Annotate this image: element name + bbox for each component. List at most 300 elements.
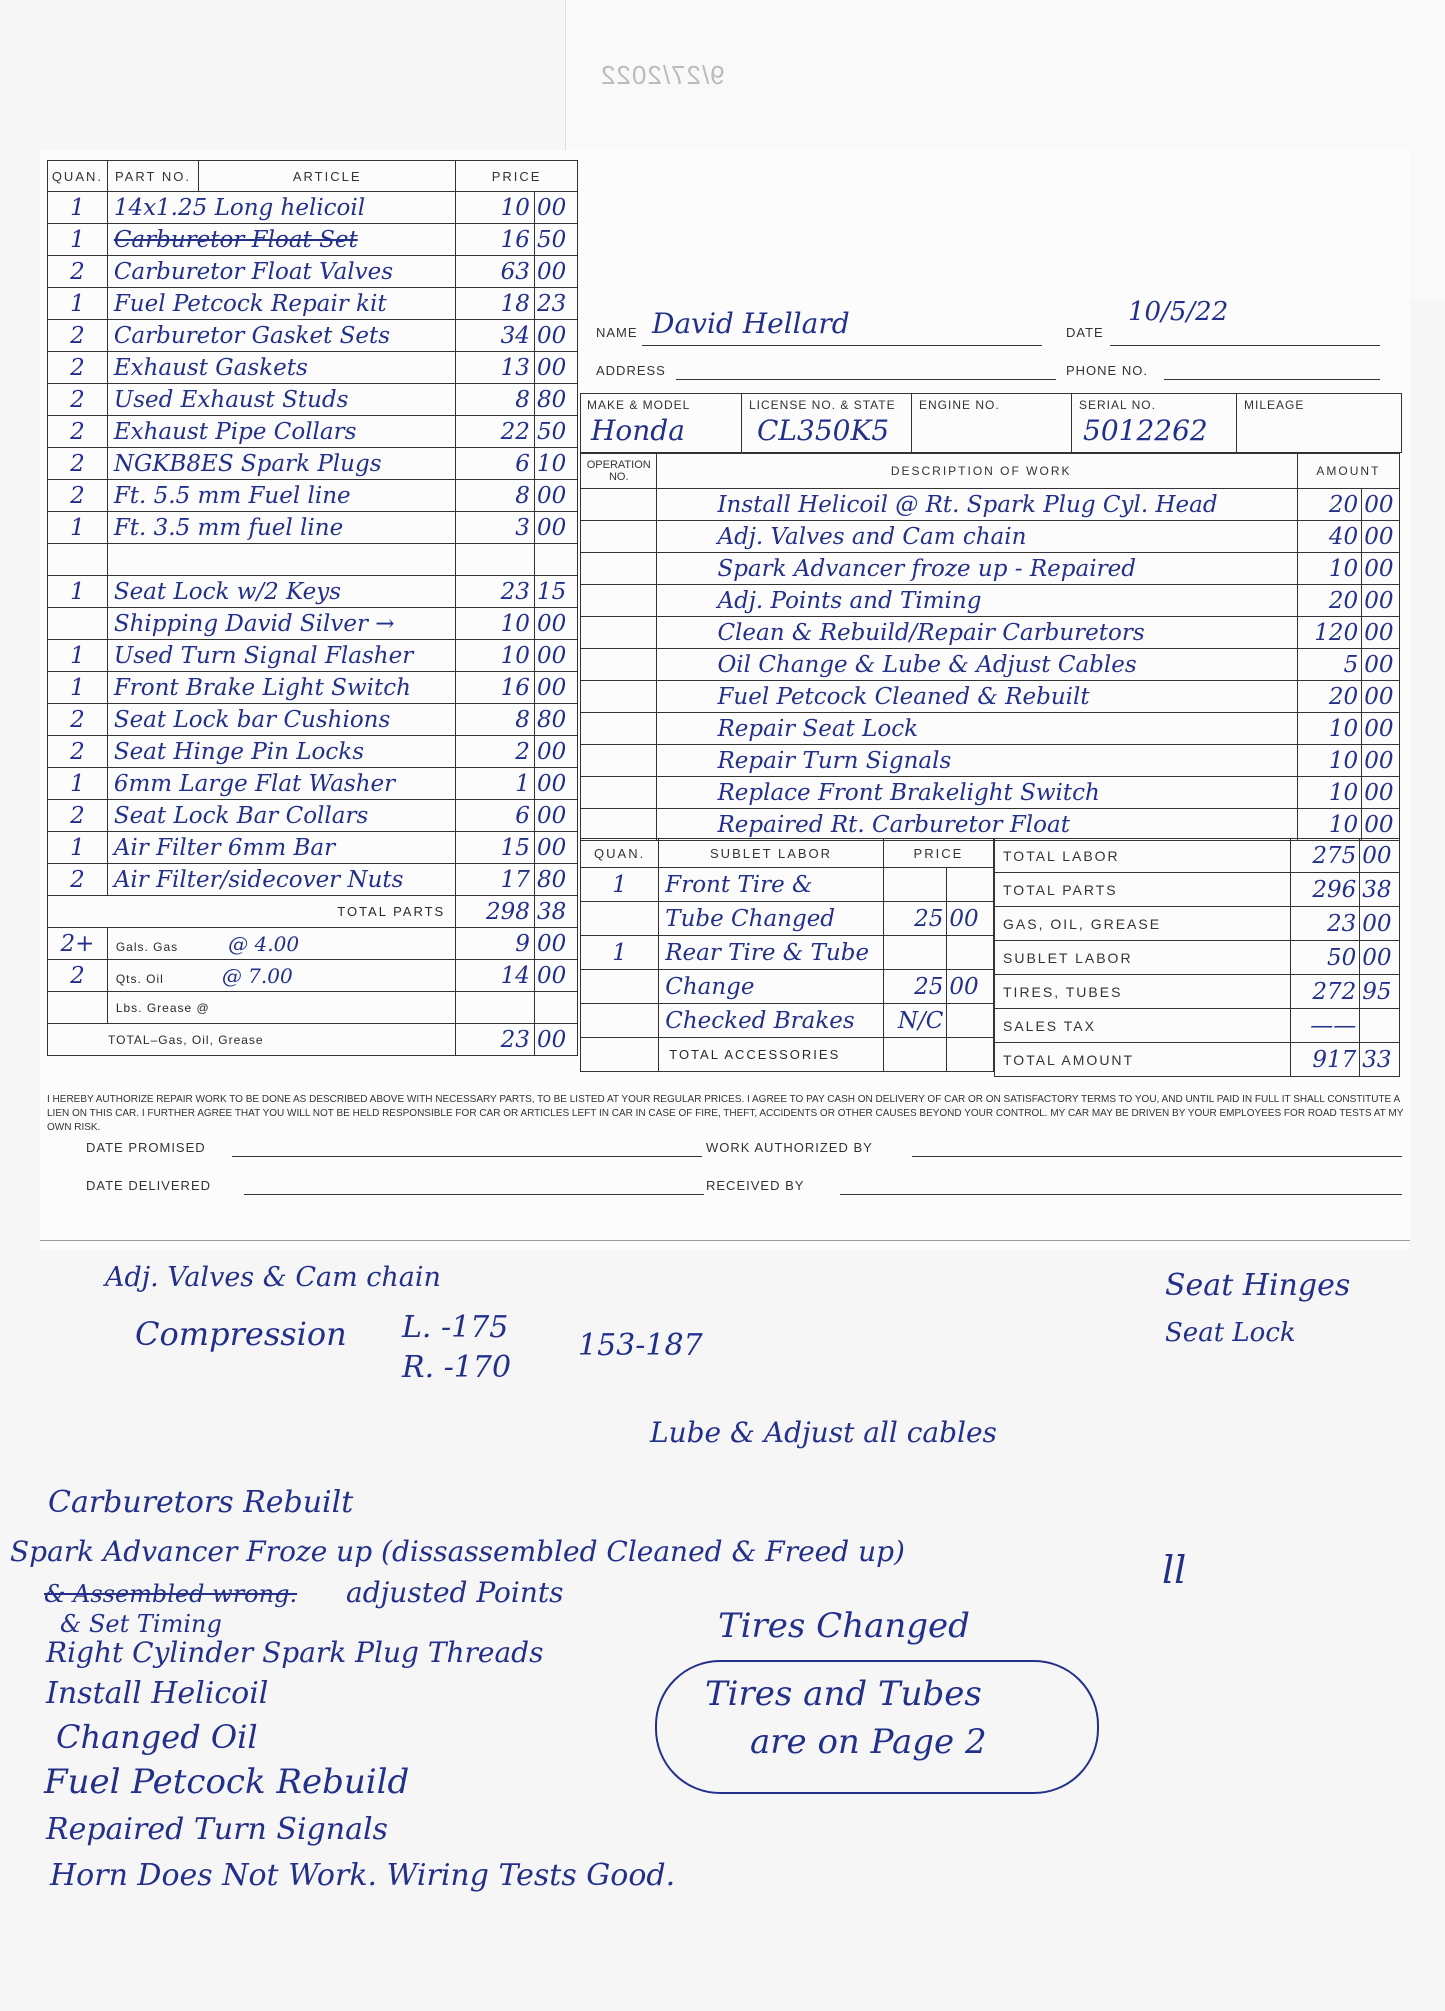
work-op: [581, 777, 657, 809]
header-description: DESCRIPTION OF WORK: [657, 454, 1297, 489]
work-op: [581, 809, 657, 841]
part-price: 16: [456, 672, 535, 704]
totals-table: [994, 838, 1400, 1077]
work-rows: [581, 489, 1400, 841]
part-article: Seat Lock w/2 Keys: [107, 576, 455, 608]
date-line: [1110, 345, 1380, 346]
totals-label: SALES TAX: [995, 1009, 1291, 1043]
date-delivered-line: [244, 1194, 704, 1195]
part-article: Fuel Petcock Repair kit: [107, 288, 455, 320]
note-points: adjusted Points: [346, 1576, 564, 1609]
work-description: Adj. Points and Timing: [657, 585, 1297, 617]
part-price: 17: [456, 864, 535, 896]
part-price: 34: [456, 320, 535, 352]
part-article: NGKB8ES Spark Plugs: [107, 448, 455, 480]
part-price: 3: [456, 512, 535, 544]
header-part-no: PART NO.: [107, 161, 198, 192]
work-row: [581, 617, 1400, 649]
total-parts-price: 298: [456, 896, 535, 928]
work-cents: 00: [1362, 617, 1400, 649]
part-price: 13: [456, 352, 535, 384]
part-quan: 1: [48, 640, 108, 672]
vehicle-make: Honda: [591, 414, 685, 447]
totals-label: TIRES, TUBES: [995, 975, 1291, 1009]
work-cents: 00: [1362, 745, 1400, 777]
parts-row: [48, 224, 578, 256]
work-amount: 20: [1297, 681, 1361, 713]
date-promised-line: [232, 1156, 702, 1157]
note-lube: Lube & Adjust all cables: [650, 1416, 997, 1449]
work-amount: 40: [1297, 521, 1361, 553]
part-price: 8: [456, 704, 535, 736]
total-parts-row: [48, 896, 578, 928]
part-quan: 1: [48, 768, 108, 800]
sublet-row: [581, 970, 994, 1004]
part-quan: [48, 608, 108, 640]
note-comp-range: 153-187: [578, 1328, 703, 1363]
part-quan: 2: [48, 864, 108, 896]
work-cents: 00: [1362, 681, 1400, 713]
totals-cents: 00: [1360, 907, 1400, 941]
work-amount: 5: [1297, 649, 1361, 681]
parts-row: [48, 832, 578, 864]
sublet-price: N/C: [883, 1004, 947, 1038]
part-cents: 00: [534, 256, 577, 288]
oil-quan: 2: [48, 960, 108, 992]
part-article: Carburetor Gasket Sets: [107, 320, 455, 352]
note-seat-lock: Seat Lock: [1165, 1318, 1296, 1348]
note-timing: & Set Timing: [60, 1610, 222, 1638]
note-tires-oval-1: Tires and Tubes: [705, 1674, 982, 1714]
customer-block: [580, 295, 1400, 453]
parts-row: [48, 544, 578, 576]
note-compression: Compression: [135, 1315, 347, 1353]
work-description: Clean & Rebuild/Repair Carburetors: [657, 617, 1297, 649]
work-cents: 00: [1362, 713, 1400, 745]
work-table: [580, 453, 1400, 841]
part-price: [456, 544, 535, 576]
gas-cents: 00: [534, 928, 577, 960]
part-cents: 00: [534, 512, 577, 544]
sublet-row: [581, 1004, 994, 1038]
parts-row: [48, 864, 578, 896]
work-description: Install Helicoil @ Rt. Spark Plug Cyl. Head: [657, 489, 1297, 521]
part-price: 22: [456, 416, 535, 448]
note-carbs: Carburetors Rebuilt: [48, 1485, 354, 1520]
part-quan: 1: [48, 832, 108, 864]
part-price: 6: [456, 800, 535, 832]
part-cents: 50: [534, 416, 577, 448]
part-price: 63: [456, 256, 535, 288]
work-row: [581, 553, 1400, 585]
sublet-quan: [581, 902, 659, 936]
address-label: ADDRESS: [596, 363, 666, 378]
parts-row: [48, 576, 578, 608]
parts-header-row: [48, 161, 578, 192]
part-article: Shipping David Silver →: [107, 608, 455, 640]
part-price: 10: [456, 640, 535, 672]
totals-amount: 296: [1291, 873, 1360, 907]
date-delivered-label: DATE DELIVERED: [86, 1178, 212, 1193]
sublet-cents: [947, 868, 994, 902]
work-cents: 00: [1362, 649, 1400, 681]
header-quan: QUAN.: [48, 161, 108, 192]
part-article: Seat Lock bar Cushions: [107, 704, 455, 736]
totals-amount: 275: [1291, 839, 1360, 873]
totals-row: [995, 873, 1400, 907]
work-amount: 20: [1297, 585, 1361, 617]
mileage-label: MILEAGE: [1244, 398, 1305, 412]
part-cents: [534, 544, 577, 576]
gas-label: Gals. Gas: [115, 939, 179, 954]
part-article: Used Turn Signal Flasher: [107, 640, 455, 672]
totals-cents: [1360, 1009, 1400, 1043]
part-cents: 00: [534, 320, 577, 352]
oil-row: [48, 960, 578, 992]
work-description: Fuel Petcock Cleaned & Rebuilt: [657, 681, 1297, 713]
totals-label: GAS, OIL, GREASE: [995, 907, 1291, 941]
part-article: [107, 544, 455, 576]
work-op: [581, 553, 657, 585]
work-description: Repaired Rt. Carburetor Float: [657, 809, 1297, 841]
work-op: [581, 489, 657, 521]
total-accessories-row: [581, 1038, 994, 1072]
part-cents: 80: [534, 384, 577, 416]
parts-row: [48, 416, 578, 448]
sublet-description: Change: [659, 970, 884, 1004]
note-mark: ll: [1162, 1548, 1187, 1592]
work-op: [581, 521, 657, 553]
note-turn: Repaired Turn Signals: [46, 1812, 388, 1847]
engine-label: ENGINE NO.: [919, 398, 1000, 412]
work-cents: 00: [1362, 777, 1400, 809]
sublet-cents: [947, 1004, 994, 1038]
totals-cents: 33: [1360, 1043, 1400, 1077]
work-description: Oil Change & Lube & Adjust Cables: [657, 649, 1297, 681]
work-op: [581, 713, 657, 745]
totals-label: TOTAL AMOUNT: [995, 1043, 1291, 1077]
work-description: Repair Turn Signals: [657, 745, 1297, 777]
part-quan: 2: [48, 800, 108, 832]
parts-row: [48, 288, 578, 320]
totals-row: [995, 941, 1400, 975]
parts-row: [48, 448, 578, 480]
customer-name: David Hellard: [652, 307, 850, 340]
work-row: [581, 521, 1400, 553]
parts-row: [48, 736, 578, 768]
work-description: Spark Advancer froze up - Repaired: [657, 553, 1297, 585]
note-horn: Horn Does Not Work. Wiring Tests Good.: [50, 1858, 676, 1893]
part-price: 16: [456, 224, 535, 256]
work-row: [581, 809, 1400, 841]
part-quan: 1: [48, 576, 108, 608]
authorization-text: I HEREBY AUTHORIZE REPAIR WORK TO BE DONE AS DESCRIBED ABOVE WITH NECESSARY PARTS, TO BE LISTED AT YOUR REGULAR PRICES. I AGREE TO PAY CASH ON DELIVERY OF CAR OR ON SATISFACTORY TERMS TO YOU, AND UNTIL PAID IN FULL IT SHALL CONSTITUTE A LIEN ON THIS CAR. I FURTHER AGREE THAT YOU WILL NOT BE HELD RESPONSIBLE FOR CAR OR ARTICLES LEFT IN CAR IN CASE OF FIRE, THEFT, ACCIDENTS OR OTHER CAUSES BEYOND YOUR CONTROL. MY CAR MAY BE DRIVEN BY YOUR EMPLOYEES FOR ROAD TESTS AT MY OWN RISK.: [47, 1094, 1404, 1133]
received-by-label: RECEIVED BY: [706, 1178, 805, 1193]
license-label: LICENSE NO. & STATE: [749, 398, 896, 412]
part-article: Carburetor Float Set: [107, 224, 455, 256]
totals-cents: 38: [1360, 873, 1400, 907]
part-quan: 1: [48, 192, 108, 224]
sublet-quan: 1: [581, 868, 659, 902]
part-cents: 00: [534, 608, 577, 640]
parts-row: [48, 704, 578, 736]
sublet-description: Rear Tire & Tube: [659, 936, 884, 970]
part-quan: 1: [48, 224, 108, 256]
total-gog-label: TOTAL–Gas, Oil, Grease: [48, 1024, 456, 1056]
totals-amount: ——: [1291, 1009, 1360, 1043]
part-price: 6: [456, 448, 535, 480]
parts-rows: [48, 192, 578, 896]
vehicle-license: CL350K5: [757, 414, 890, 447]
sublet-row: [581, 868, 994, 902]
parts-row: [48, 320, 578, 352]
part-cents: 23: [534, 288, 577, 320]
grease-row: [48, 992, 578, 1024]
work-cents: 00: [1362, 585, 1400, 617]
work-op: [581, 649, 657, 681]
part-quan: 1: [48, 512, 108, 544]
part-cents: 00: [534, 480, 577, 512]
part-quan: [48, 544, 108, 576]
address-line: [676, 379, 1056, 380]
work-op: [581, 681, 657, 713]
sublet-price: 25: [883, 902, 947, 936]
name-line: [642, 345, 1042, 346]
total-gog-cents: 00: [534, 1024, 577, 1056]
note-oil: Changed Oil: [56, 1718, 258, 1756]
parts-row: [48, 768, 578, 800]
work-authorized-line: [912, 1156, 1402, 1157]
work-header-row: [581, 454, 1400, 489]
gas-row: [48, 928, 578, 960]
part-article: Seat Lock Bar Collars: [107, 800, 455, 832]
note-threads: Right Cylinder Spark Plug Threads: [46, 1636, 544, 1669]
form-bottom-edge: [40, 1240, 1410, 1241]
part-cents: 10: [534, 448, 577, 480]
totals-amount: 23: [1291, 907, 1360, 941]
total-gog-price: 23: [456, 1024, 535, 1056]
totals-label: TOTAL LABOR: [995, 839, 1291, 873]
header-amount: AMOUNT: [1297, 454, 1399, 489]
sublet-price: 25: [883, 970, 947, 1004]
sublet-row: [581, 936, 994, 970]
work-authorized-label: WORK AUTHORIZED BY: [706, 1140, 873, 1155]
work-cents: 00: [1362, 809, 1400, 841]
totals-label: TOTAL PARTS: [995, 873, 1291, 907]
header-operation: OPERATION NO.: [581, 454, 657, 489]
sublet-cents: 00: [947, 970, 994, 1004]
note-adj-valves: Adj. Valves & Cam chain: [105, 1262, 441, 1293]
part-article: Ft. 3.5 mm fuel line: [107, 512, 455, 544]
sublet-cents: 00: [947, 902, 994, 936]
work-amount: 10: [1297, 745, 1361, 777]
totals-row: [995, 839, 1400, 873]
vehicle-row: [580, 393, 1402, 453]
gas-quan: 2+: [48, 928, 108, 960]
phone-line: [1164, 379, 1380, 380]
note-tires-oval-2: are on Page 2: [750, 1722, 987, 1762]
grease-label: Lbs. Grease @: [107, 992, 455, 1024]
work-amount: 120: [1297, 617, 1361, 649]
oil-label: Qts. Oil: [115, 971, 164, 986]
part-cents: 80: [534, 704, 577, 736]
part-article: Seat Hinge Pin Locks: [107, 736, 455, 768]
sublet-description: Checked Brakes: [659, 1004, 884, 1038]
part-article: Air Filter 6mm Bar: [107, 832, 455, 864]
part-quan: 2: [48, 704, 108, 736]
part-cents: 00: [534, 768, 577, 800]
part-price: 8: [456, 384, 535, 416]
serial-label: SERIAL NO.: [1079, 398, 1156, 412]
parts-row: [48, 800, 578, 832]
work-cents: 00: [1362, 553, 1400, 585]
work-row: [581, 681, 1400, 713]
total-parts-cents: 38: [534, 896, 577, 928]
part-quan: 2: [48, 384, 108, 416]
part-cents: 50: [534, 224, 577, 256]
note-comp-left: L. -175: [402, 1310, 509, 1345]
gas-price: 9: [456, 928, 535, 960]
part-price: 18: [456, 288, 535, 320]
part-quan: 2: [48, 416, 108, 448]
part-article: Exhaust Gaskets: [107, 352, 455, 384]
part-article: 6mm Large Flat Washer: [107, 768, 455, 800]
work-op: [581, 585, 657, 617]
make-label: MAKE & MODEL: [587, 398, 691, 412]
gas-cell: [107, 928, 455, 960]
total-gog-row: [48, 1024, 578, 1056]
part-article: Air Filter/sidecover Nuts: [107, 864, 455, 896]
part-quan: 2: [48, 736, 108, 768]
part-price: 10: [456, 608, 535, 640]
work-row: [581, 585, 1400, 617]
work-cents: 00: [1362, 489, 1400, 521]
work-amount: 10: [1297, 809, 1361, 841]
part-quan: 2: [48, 320, 108, 352]
note-petcock: Fuel Petcock Rebuild: [44, 1762, 410, 1802]
part-quan: 1: [48, 672, 108, 704]
work-amount: 10: [1297, 553, 1361, 585]
part-price: 1: [456, 768, 535, 800]
work-row: [581, 489, 1400, 521]
work-op: [581, 617, 657, 649]
parts-table: [47, 160, 578, 1056]
total-parts-label: TOTAL PARTS: [48, 896, 456, 928]
part-quan: 2: [48, 480, 108, 512]
work-amount: 10: [1297, 713, 1361, 745]
note-seat-hinges: Seat Hinges: [1165, 1268, 1351, 1303]
totals-row: [995, 975, 1400, 1009]
part-cents: 00: [534, 832, 577, 864]
part-article: 14x1.25 Long helicoil: [107, 192, 455, 224]
part-article: Front Brake Light Switch: [107, 672, 455, 704]
totals-row: [995, 1043, 1400, 1077]
header-price: PRICE: [456, 161, 578, 192]
part-article: Used Exhaust Studs: [107, 384, 455, 416]
part-price: 23: [456, 576, 535, 608]
parts-row: [48, 480, 578, 512]
part-cents: 15: [534, 576, 577, 608]
sublet-quan: [581, 1004, 659, 1038]
part-quan: 2: [48, 448, 108, 480]
date-label: DATE: [1066, 325, 1104, 340]
note-comp-right: R. -170: [402, 1350, 512, 1385]
total-accessories-label: TOTAL ACCESSORIES: [659, 1038, 884, 1072]
sublet-header-labor: SUBLET LABOR: [659, 839, 884, 868]
parts-row: [48, 640, 578, 672]
part-price: 2: [456, 736, 535, 768]
note-struck: & Assembled wrong.: [44, 1580, 298, 1608]
part-cents: 00: [534, 736, 577, 768]
sublet-price: [883, 868, 947, 902]
sublet-quan: [581, 970, 659, 1004]
work-amount: 10: [1297, 777, 1361, 809]
parts-row: [48, 192, 578, 224]
sublet-header-row: [581, 839, 994, 868]
sublet-row: [581, 902, 994, 936]
gas-rate: @ 4.00: [228, 931, 300, 956]
parts-row: [48, 608, 578, 640]
part-price: 15: [456, 832, 535, 864]
sublet-cents: [947, 936, 994, 970]
totals-label: SUBLET LABOR: [995, 941, 1291, 975]
part-cents: 00: [534, 192, 577, 224]
work-description: Adj. Valves and Cam chain: [657, 521, 1297, 553]
received-by-line: [840, 1194, 1402, 1195]
part-quan: 2: [48, 352, 108, 384]
work-row: [581, 649, 1400, 681]
sublet-description: Tube Changed: [659, 902, 884, 936]
parts-row: [48, 256, 578, 288]
oil-cell: [107, 960, 455, 992]
part-cents: 00: [534, 800, 577, 832]
sublet-price: [883, 936, 947, 970]
oil-rate: @ 7.00: [221, 963, 293, 988]
sublet-header-quan: QUAN.: [581, 839, 659, 868]
sublet-description: Front Tire &: [659, 868, 884, 902]
oil-price: 14: [456, 960, 535, 992]
part-cents: 00: [534, 352, 577, 384]
vehicle-serial: 5012262: [1083, 414, 1208, 447]
totals-amount: 917: [1291, 1043, 1360, 1077]
work-row: [581, 745, 1400, 777]
note-tires-changed: Tires Changed: [718, 1606, 970, 1646]
oil-cents: 00: [534, 960, 577, 992]
sublet-rows: [581, 868, 994, 1038]
name-label: NAME: [596, 325, 638, 340]
part-quan: 2: [48, 256, 108, 288]
customer-date: 10/5/22: [1128, 297, 1229, 327]
header-article: ARTICLE: [199, 161, 456, 192]
totals-rows: [995, 839, 1400, 1077]
totals-row: [995, 1009, 1400, 1043]
totals-amount: 272: [1291, 975, 1360, 1009]
part-article: Ft. 5.5 mm Fuel line: [107, 480, 455, 512]
work-row: [581, 777, 1400, 809]
totals-cents: 95: [1360, 975, 1400, 1009]
parts-row: [48, 352, 578, 384]
work-op: [581, 745, 657, 777]
work-description: Replace Front Brakelight Switch: [657, 777, 1297, 809]
part-quan: 1: [48, 288, 108, 320]
part-cents: 00: [534, 672, 577, 704]
sublet-header-price: PRICE: [883, 839, 993, 868]
sublet-table: [580, 838, 994, 1072]
back-sheet-date-stamp: 9/27/2022: [600, 60, 725, 90]
part-article: Exhaust Pipe Collars: [107, 416, 455, 448]
parts-row: [48, 384, 578, 416]
sublet-quan: 1: [581, 936, 659, 970]
